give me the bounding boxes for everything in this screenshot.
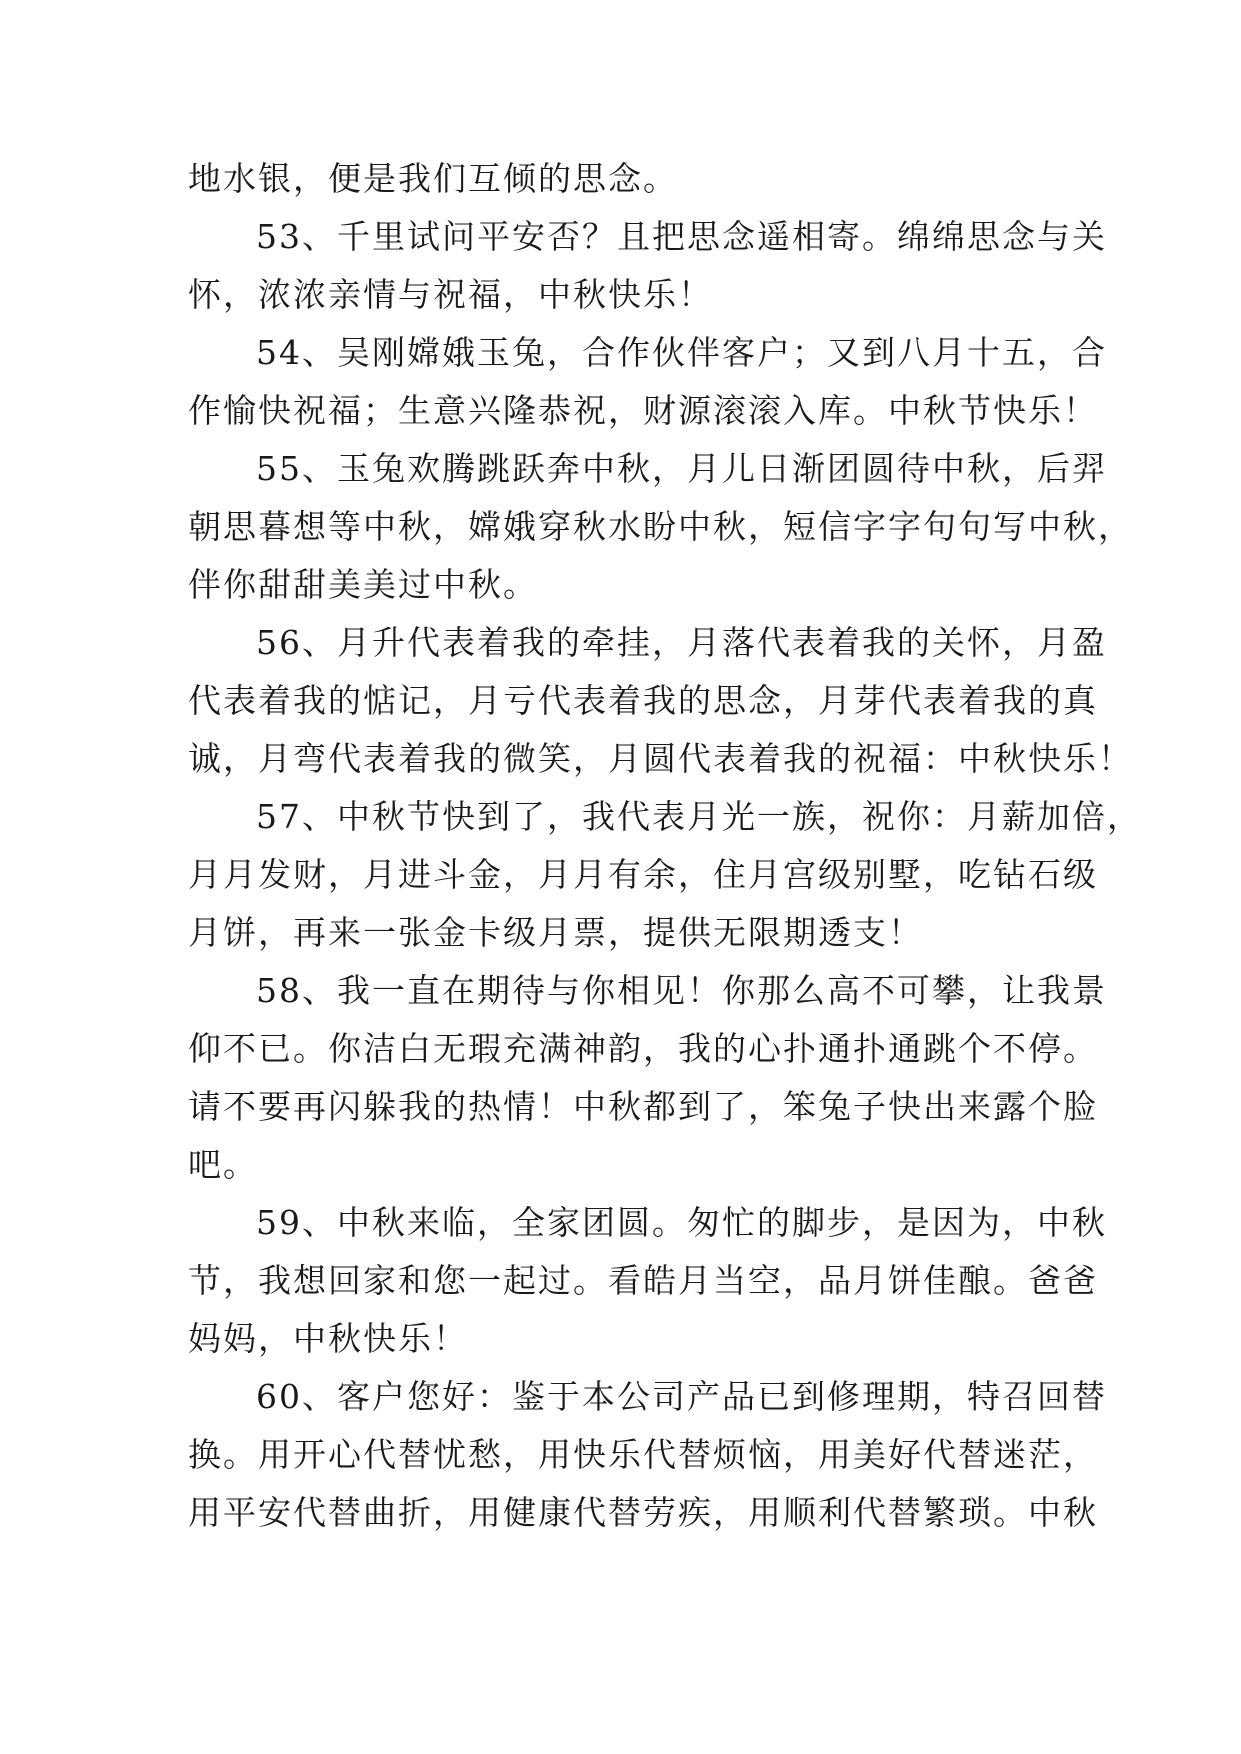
paragraph-line: 代表着我的惦记，月亏代表着我的思念，月芽代表着我的真 xyxy=(188,681,1098,720)
paragraph-line: 吧。 xyxy=(188,1145,258,1184)
paragraph-first-line: 59、中秋来临，全家团圆。匆忙的脚步，是因为，中秋 xyxy=(256,1203,1107,1242)
paragraph-first-line: 57、中秋节快到了，我代表月光一族，祝你：月薪加倍， xyxy=(256,797,1142,836)
paragraph-line: 朝思暮想等中秋，嫦娥穿秋水盼中秋，短信字字句句写中秋， xyxy=(188,507,1133,546)
paragraph-first-line: 54、吴刚嫦娥玉兔，合作伙伴客户；又到八月十五，合 xyxy=(256,333,1107,372)
document-body xyxy=(188,150,1142,1542)
paragraph-line: 月饼，再来一张金卡级月票，提供无限期透支！ xyxy=(188,913,923,952)
paragraph-line: 仰不已。你洁白无瑕充满神韵，我的心扑通扑通跳个不停。 xyxy=(188,1029,1098,1068)
paragraph-line: 怀，浓浓亲情与祝福，中秋快乐！ xyxy=(188,275,713,314)
paragraph-line: 月月发财，月进斗金，月月有余，住月宫级别墅，吃钻石级 xyxy=(188,855,1098,894)
paragraph-first-line: 56、月升代表着我的牵挂，月落代表着我的关怀，月盈 xyxy=(256,623,1107,662)
paragraph-line: 用平安代替曲折，用健康代替劳疾，用顺利代替繁琐。中秋 xyxy=(188,1493,1098,1532)
paragraph-first-line: 60、客户您好：鉴于本公司产品已到修理期，特召回替 xyxy=(256,1377,1107,1416)
paragraph-line: 诚，月弯代表着我的微笑，月圆代表着我的祝福：中秋快乐！ xyxy=(188,739,1133,778)
paragraph-first-line: 55、玉兔欢腾跳跃奔中秋，月儿日渐团圆待中秋，后羿 xyxy=(256,449,1107,488)
paragraph-line: 妈妈，中秋快乐！ xyxy=(188,1319,468,1358)
paragraph-first-line: 58、我一直在期待与你相见！你那么高不可攀，让我景 xyxy=(256,971,1107,1010)
paragraph-line: 请不要再闪躲我的热情！中秋都到了，笨兔子快出来露个脸 xyxy=(188,1087,1098,1126)
paragraph-line: 伴你甜甜美美过中秋。 xyxy=(188,565,538,604)
paragraph-line: 换。用开心代替忧愁，用快乐代替烦恼，用美好代替迷茫， xyxy=(188,1435,1098,1474)
paragraph-line: 节，我想回家和您一起过。看皓月当空，品月饼佳酿。爸爸 xyxy=(188,1261,1098,1300)
paragraph-line: 作愉快祝福；生意兴隆恭祝，财源滚滚入库。中秋节快乐！ xyxy=(188,391,1098,430)
paragraph-line: 地水银，便是我们互倾的思念。 xyxy=(188,159,678,198)
paragraph-first-line: 53、千里试问平安否？且把思念遥相寄。绵绵思念与关 xyxy=(256,217,1107,256)
